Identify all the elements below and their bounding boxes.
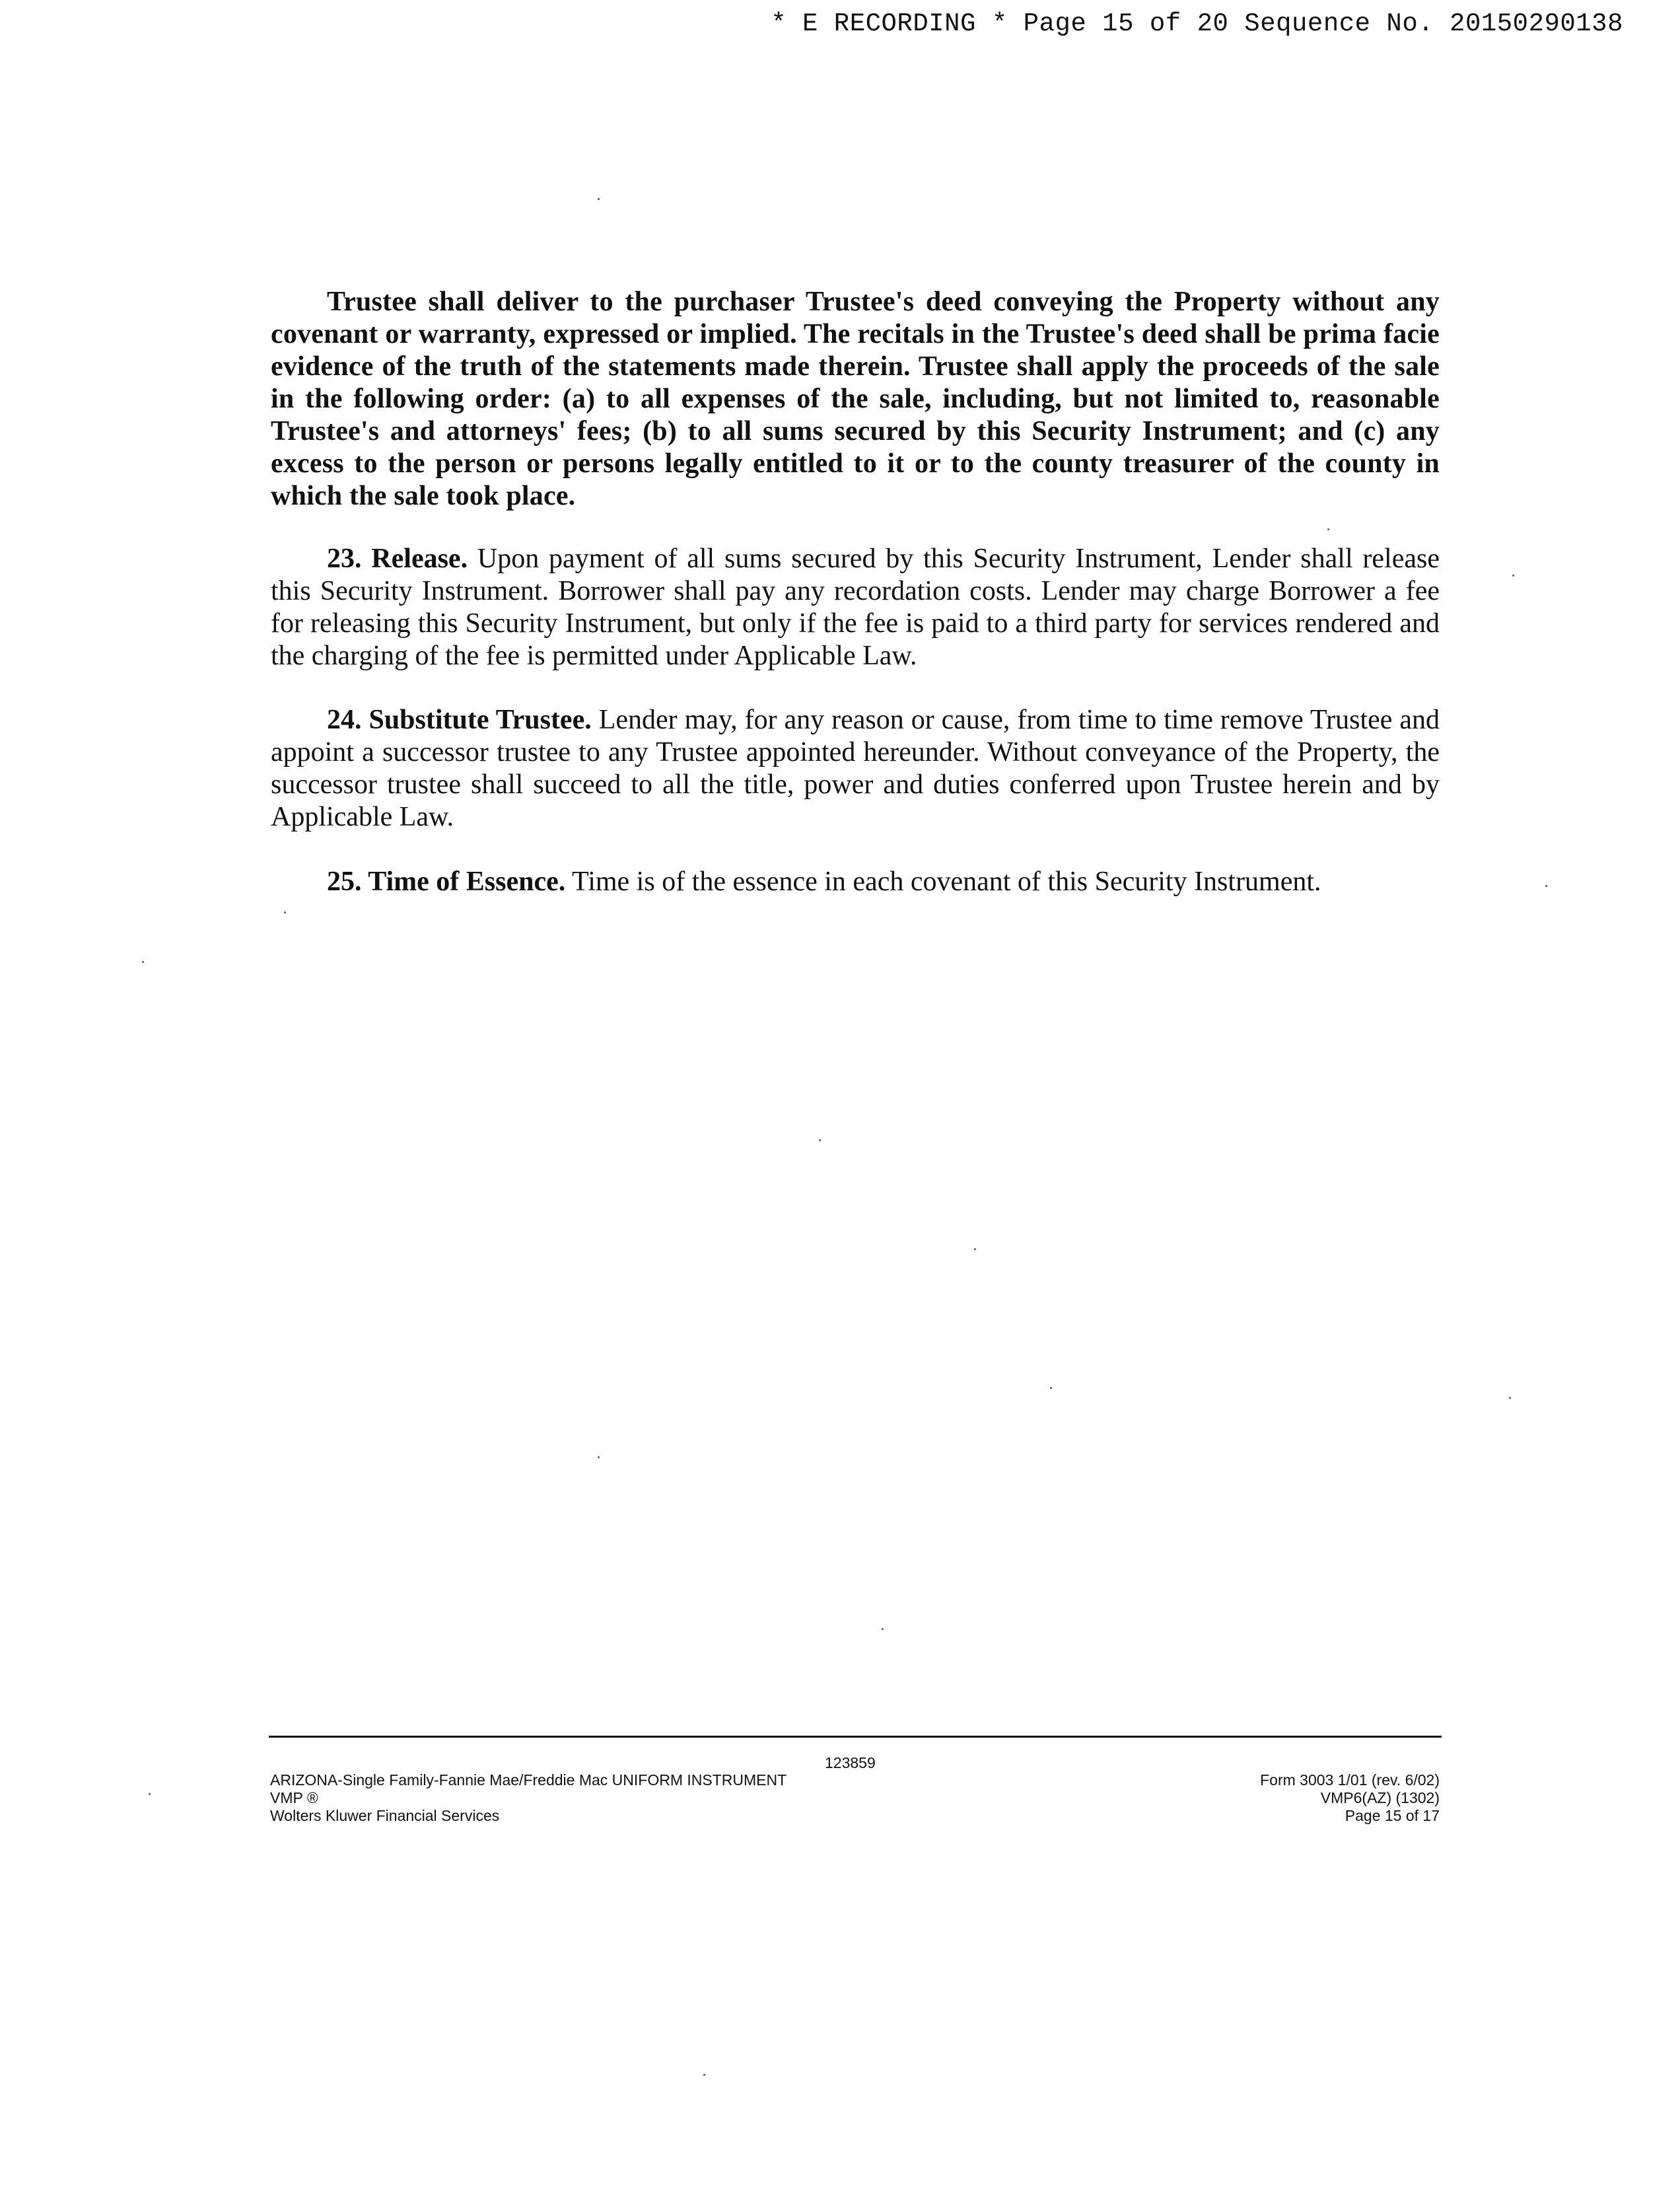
scan-speck [882, 1628, 884, 1630]
footer-page-number: Page 15 of 17 [1345, 1807, 1440, 1824]
scan-speck [598, 198, 600, 200]
footer-vmp-mark: VMP ® [270, 1789, 318, 1806]
scan-speck [1509, 1397, 1511, 1399]
footer-publisher: Wolters Kluwer Financial Services [270, 1807, 500, 1824]
paragraph-time-of-essence [271, 866, 1440, 898]
footer-form-info [1260, 1771, 1440, 1825]
section-heading-release: 23. Release. [327, 544, 468, 574]
scan-speck [149, 1793, 151, 1795]
scan-speck [1512, 575, 1514, 577]
section-heading-substitute-trustee: 24. Substitute Trustee. [327, 705, 592, 735]
paragraph-release [271, 543, 1440, 672]
footer-loan-number: 123859 [825, 1754, 876, 1771]
scan-speck [284, 911, 286, 913]
scan-speck [974, 1248, 976, 1250]
section-heading-time-of-essence: 25. Time of Essence. [327, 867, 566, 897]
scan-speck [598, 1456, 600, 1458]
section-text-substitute-trustee: Lender may, for any reason or cause, from time to time remove Trustee and appoint a successor trustee to any Trustee appointed hereunder. Without conveyance of the Property, the successor trustee shall succeed to all the title, power and duties conferred upon Trustee herein and by Applicable Law. [271, 705, 1440, 832]
scan-speck [703, 2074, 705, 2076]
scan-speck [819, 1139, 821, 1141]
scan-speck [1327, 528, 1329, 530]
scan-speck [142, 961, 144, 963]
footer-form-number: Form 3003 1/01 (rev. 6/02) [1260, 1771, 1440, 1789]
footer-vmp-code: VMP6(AZ) (1302) [1320, 1789, 1440, 1806]
footer-instrument-title: ARIZONA-Single Family-Fannie Mae/Freddie Mac UNIFORM INSTRUMENT [270, 1771, 787, 1789]
paragraph-substitute-trustee [271, 704, 1440, 833]
scan-speck [1050, 1387, 1052, 1389]
recording-header: * E RECORDING * Page 15 of 20 Sequence No. 20150290138 [771, 9, 1623, 38]
section-text-time-of-essence: Time is of the essence in each covenant of this Security Instrument. [572, 867, 1321, 897]
section-text-release: Upon payment of all sums secured by this Security Instrument, Lender shall release this Security Instrument. Borrower shall pay any recordation costs. Lender may charge Borrower a fee for releasing this Security Instrument, but only if the fee is paid to a third party for services rendered and the charging of the fee is permitted under Applicable Law. [271, 544, 1440, 671]
footer-form-title [270, 1771, 787, 1825]
footer-divider [269, 1736, 1442, 1738]
paragraph-trustee-deed: Trustee shall deliver to the purchaser Trustee's deed conveying the Property without any covenant or warranty, expressed or implied. The recitals in the Trustee's deed shall be prima facie evidence of the truth of the statements made therein. Trustee shall apply the proceeds of the sale in the following order: (a) to all expenses of the sale, including, but not limited to, reasonable Trustee's and attorneys' fees; (b) to all sums secured by this Security Instrument; and (c) any excess to the person or persons legally entitled to it or to the county treasurer of the county in which the sale took place. [271, 287, 1440, 511]
scan-speck [1545, 885, 1547, 887]
